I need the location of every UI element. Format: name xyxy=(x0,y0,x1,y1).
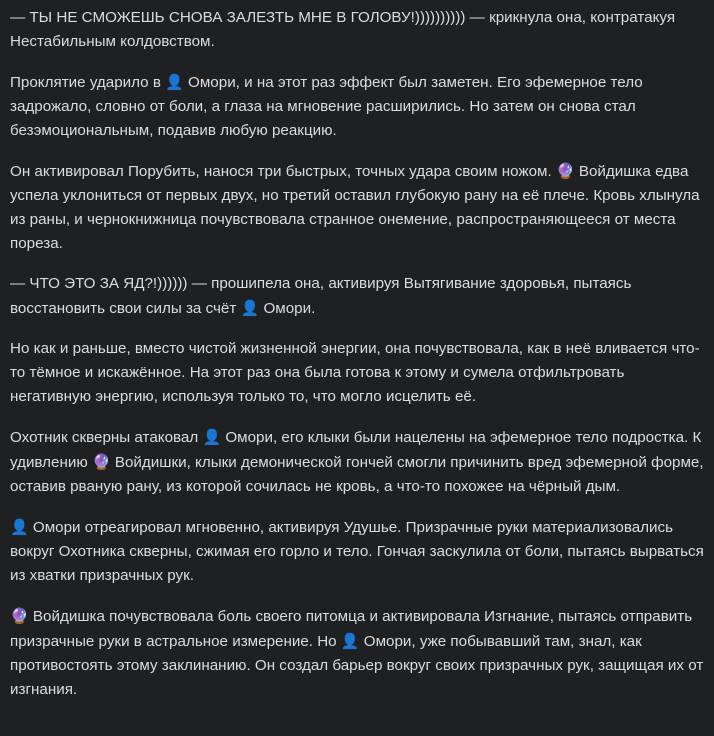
paragraph-text: Он активировал Порубить, нанося три быстрых, точных удара своим ножом. xyxy=(10,163,556,180)
story-paragraph xyxy=(10,337,704,409)
paragraph-text: Омори. xyxy=(259,300,316,317)
paragraph-text: — ТЫ НЕ СМОЖЕШЬ СНОВА ЗАЛЕЗТЬ МНЕ В ГОЛОВУ!)))))))))) — крикнула она, контратакуя Нестабильным колдовством. xyxy=(10,9,676,50)
story-paragraph xyxy=(10,604,704,702)
user-silhouette-icon: 👤 xyxy=(240,299,260,317)
story-paragraph xyxy=(10,159,704,256)
user-silhouette-icon: 👤 xyxy=(165,73,184,91)
crystal-ball-icon: 🔮 xyxy=(555,162,575,180)
paragraph-text: Омори, и на этот раз эффект был заметен. Его эфемерное тело задрожало, словно от боли, а глаза на мгновение расширились. Но затем он снова стал безэмоциональным, подавив любую реакцию. xyxy=(10,74,643,139)
paragraph-text: Омори, уже побывавший там, знал, как противостоять этому заклинанию. Он создал барьер вокруг своих призрачных рук, защищая их от изгнания. xyxy=(10,633,704,698)
paragraph-text: Омори отреагировал мгновенно, активируя Удушье. Призрачные руки материализовались вокруг Охотника скверны, сжимая его горло и тело. Гончая заскулила от боли, пытаясь вырваться из хватки призрачных рук. xyxy=(10,519,704,584)
paragraph-text: Войдишка почувствовала боль своего питомца и активировала Изгнание, пытаясь отправить призрачные руки в астральное измерение. Но xyxy=(10,608,693,650)
user-silhouette-icon: 👤 xyxy=(340,632,360,650)
paragraph-text: — ЧТО ЭТО ЗА ЯД?!)))))) — прошипела она, активируя Вытягивание здоровья, пытаясь восстановить свои силы за счёт xyxy=(10,275,632,317)
paragraph-text: Войдишка едва успела уклониться от первых двух, но третий оставил глубокую рану на её плече. Кровь хлынула из раны, и чернокнижница почувствовала странное онемение, распространяющееся от места пореза. xyxy=(10,163,700,252)
story-paragraph xyxy=(10,515,704,588)
user-silhouette-icon: 👤 xyxy=(202,428,222,446)
paragraph-text: Но как и раньше, вместо чистой жизненной энергии, она почувствовала, как в неё вливается что-то тёмное и искажённое. На этот раз она была готова к этому и сумела отфильтровать негативную энергию, используя только то, что могло исцелить её. xyxy=(10,340,700,405)
paragraph-text: Омори, его клыки были нацелены на эфемерное тело подростка. К удивлению xyxy=(10,429,702,471)
user-silhouette-icon: 👤 xyxy=(10,518,29,536)
story-paragraph xyxy=(10,272,704,321)
paragraph-text: Проклятие ударило в xyxy=(10,74,166,91)
crystal-ball-icon: 🔮 xyxy=(10,607,29,625)
crystal-ball-icon: 🔮 xyxy=(91,453,111,471)
story-paragraph xyxy=(10,6,704,54)
paragraph-text: Войдишки, клыки демонической гончей смогли причинить вред эфемерной форме, оставив рваную рану, из которой сочилась не кровь, а что-то похожее на чёрный дым. xyxy=(10,454,704,495)
story-paragraph xyxy=(10,425,704,499)
paragraph-text: Охотник скверны атаковал xyxy=(10,429,203,446)
story-paragraph xyxy=(10,70,704,143)
